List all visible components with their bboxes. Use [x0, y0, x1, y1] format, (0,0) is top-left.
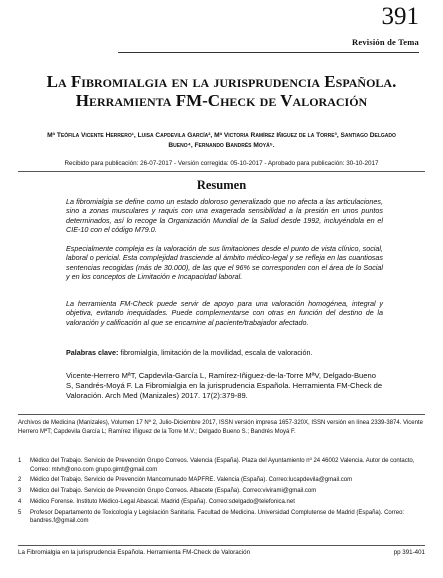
author-list: Mª Teófila Vicente Herrero¹, Luisa Capdevila García², Mª Victoria Ramírez Iñiguez de la Torre³, Santiago Delgado Bueno⁴, Fernando Bandrés Moyá⁵. — [47, 132, 396, 149]
publication-dates: Recibido para publicación: 26-07-2017 - Versión corregida: 05-10-2017 - Aprobado para publicación: 30-10-2017 — [64, 160, 379, 167]
affiliation-note: 2 Médico del Trabajo. Servicio de Prevención Mancomunado MAPFRE. Valencia (España). Correo:lucapdevila@gmail.com — [18, 477, 353, 484]
header-rule — [118, 52, 419, 53]
affiliation-note: 1 Médico del Trabajo. Servicio de Prevención Grupo Correos. Valencia (España). Plaza del Ayuntamiento nº 24 46002 Valencia. Autor de contacto, Correo: mtvh@ono.com grupo.gimt@gmail.com — [18, 458, 415, 473]
abstract-paragraph-2: Especialmente compleja es la valoración de sus limitaciones desde el punto de vista clínico, social, laboral o pericial. Esta complejidad trasciende al ámbito médico-legal y se refleja en las cuantiosas sentencias recogidas (más de 30.000), de las que el 96% se corresponden con el área de lo Social y en los conceptos de Limitación e Incapacidad laboral. — [66, 244, 383, 281]
keywords-text: fibromialgia, limitación de la movilidad, escala de valoración. — [120, 348, 313, 357]
keywords — [66, 348, 383, 357]
page-number: 391 — [381, 3, 419, 30]
citation: Vicente-Herrero MªT, Capdevila-García L, Ramírez-Iñiguez-de-la-Torre MªV, Delgado-Bueno S, Sandrés-Moyá F. La Fibromialgia en la jurisprudencia Española. Herramienta FM-Check de Valoración. Arch Med (Manizales) 2017. 17(2):379-89. — [66, 371, 383, 400]
page-range: pp 391-401 — [393, 549, 425, 556]
dates-rule — [18, 171, 425, 172]
section-label: Revisión de Tema — [352, 37, 419, 47]
footnote-rule — [18, 414, 425, 415]
abstract-heading: Resumen — [196, 178, 247, 192]
keywords-label: Palabras clave: — [66, 348, 119, 357]
article-title: La Fibromialgia en la jurisprudencia Española. Herramienta FM-Check de Valoración — [46, 72, 397, 110]
running-title: La Fibromialgia en la jurisprudencia Española. Herramienta FM-Check de Valoración — [18, 549, 251, 556]
running-footer-rule — [18, 545, 425, 546]
affiliation-note: 5 Profesor Departamento de Toxicología y Legislación Sanitaria. Facultad de Medicina. Universidad Complutense de Madrid (España). Correo: bandres.f@gmail.com — [18, 509, 405, 525]
affiliation-note: 3 Médico del Trabajo. Servicio de Prevención Grupo Correos. Albacete (España). Correo:vivirami@gmail.com — [18, 488, 317, 495]
abstract-paragraph-3: La herramienta FM-Check puede servir de apoyo para una valoración homogénea, integral y objetiva, evitando inequidades. Puede complementarse con otras en función del destino de la valoración y calificación al que se encamine al paciente/trabajador afectado. — [66, 299, 383, 327]
affiliation-note: 4 Médico Forense. Instituto Médico-Legal Abascal. Madrid (España). Correo:sdelgado@telefonica.net — [18, 498, 295, 505]
abstract-paragraph-1: La fibromialgia se define como un estado doloroso generalizado que no afecta a las articulaciones, sino a zonas musculares y raquis con una exagerada sensibilidad a la presión en unos puntos determinados, así lo recoge la Organización Mundial de la Salud desde 1992, incluyéndola en el CIE-10 con el código M79.0. — [66, 197, 383, 234]
journal-info: Archivos de Medicina (Manizales), Volumen 17 Nº 2, Julio-Diciembre 2017, ISSN versión impresa 1657-320X, ISSN versión en línea 2339-3874. Vicente Herrero MªT; Capdevila García L; Ramírez Iñiguez de la Torre M.V.; Delgado Bueno S.; Bandrés Moyá F. — [18, 420, 423, 435]
affiliation-notes — [18, 457, 425, 528]
